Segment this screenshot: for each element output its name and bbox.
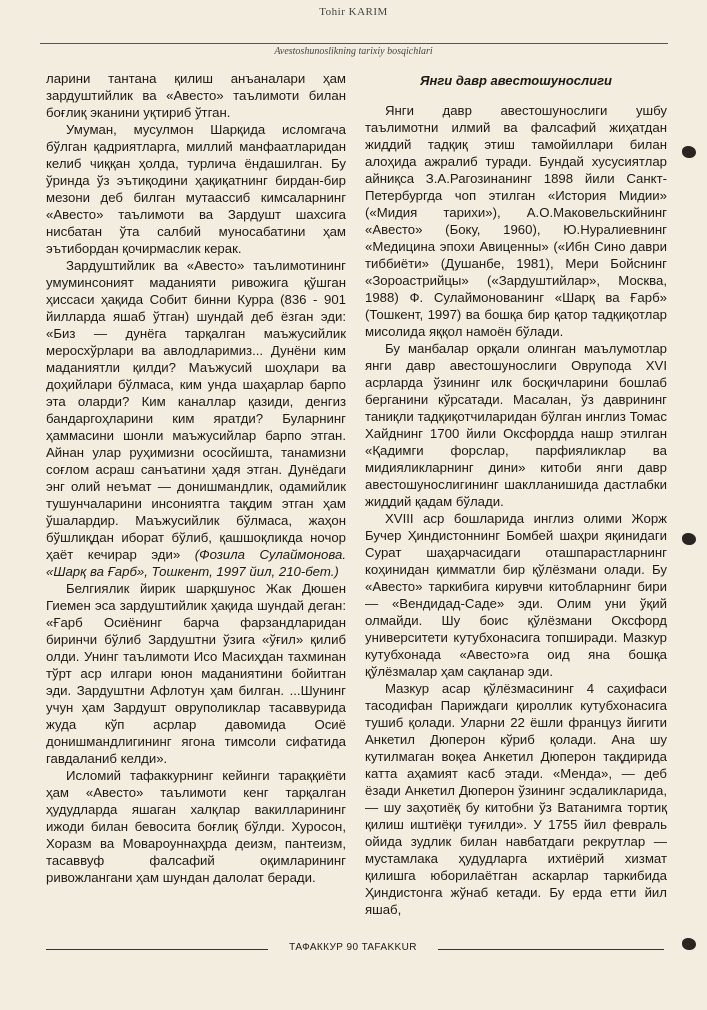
paragraph bbox=[46, 257, 346, 580]
footer-text: ТАФАККУР 90 TAFAKKUR bbox=[289, 942, 417, 953]
punch-hole-mark bbox=[682, 938, 696, 950]
header-subtitle: Avestoshunoslikning tarixiy bosqichlari bbox=[274, 46, 433, 57]
page-header bbox=[0, 0, 707, 70]
punch-hole-mark bbox=[682, 146, 696, 158]
page-footer bbox=[0, 938, 707, 958]
header-rule bbox=[40, 43, 668, 44]
paragraph: Белгиялик йирик шарқшунос Жак Дюшен Гиемен эса зардуштийлик ҳақида шундай деган: «Ғарб Осиёнинг барча фарзандларидан биринчи бўлиб Зардуштни ўзига «ўғил» қилиб олди. Унинг таълимоти Исо Масиҳдан тахминан тўрт аср илгари юнон маданиятини бойитган эди. Зардуштни Афлотун ҳам билган. ...Шунинг учун ҳам Зардушт овруполиклар тасаввурида жуда кўп асрлар давомида Осиё донишмандлигининг ягона тимсоли сифатида гавдаланиб келди». bbox=[46, 581, 346, 766]
citation: (Фозила Сулаймонова. «Шарқ ва Ғарб», Тошкент, 1997 йил, 210-бет.) bbox=[46, 547, 346, 579]
paragraph: Исломий тафаккурнинг кейинги тараққиёти ҳам «Авесто» таълимоти кенг тарқалган ҳудудларда яшаган халқлар вакилларининг ижоди билан бевосита боғлиқ бўлди. Хуросон, Хоразм ва Мовароуннаҳрда деизм, пантеизм, тасаввуф фалсафий оқимларининг ривожлангани ҳам шундан далолат беради. bbox=[46, 768, 346, 885]
paragraph: Янги давр авестошунослиги ушбу таълимотни илмий ва фалсафий жиҳатдан жиддий тадқиқ этиш тамойиллари билан алоҳида ажралиб туради. Бундай хусусиятлар айниқса З.А.Рагозинанинг 1898 йили Санкт-Петербургда чоп этилган «История Мидии» («Мидия тарихи»), А.О.Маковельскийнинг «Авесто» (Боку, 1960), Ю.Нуралиевнинг «Медицина эпохи Авиценны» («Ибн Сино даври тиббиёти» (Душанбе, 1981), Мери Бойснинг «Зороастрийцы» («Зардуштийлар», Москва, 1988) Ф. Сулаймонованинг «Шарқ ва Ғарб» (Тошкент, 1997) ва бошқа бир қатор тадқиқотлар мисолида яққол намоён бўлади. bbox=[365, 103, 667, 339]
section-heading: Янги давр авестошунослиги bbox=[420, 73, 612, 88]
paragraph: Мазкур асар қўлёзмасининг 4 саҳифаси тасодифан Париждаги қироллик кутубхонасига тушиб қолади. Уларни 22 ёшли француз йигити Анкетил Дюперон кўриб қолади. Ана шу кутилмаган воқеа Анкетил Дюперон тақдирида катта аҳамият касб этади. «Менда», — деб ёзади Анкетил Дюперон ўзининг эсдаликларида, — шу заҳотиёқ бу китобни ўз Ватанимга тортиқ қилиш иштиёқи туғилди». У 1755 йил февраль ойида зудлик билан навбатдаги рекрутлар — мустамлака ҳудудларга ихтиёрий хизмат қилишга юборилаётган аскарлар таркибида Ҳиндистонга жўнаб кетади. Бу ерда етти йил яшаб, bbox=[365, 681, 667, 917]
paragraph: Умуман, мусулмон Шарқида исломгача бўлган қадриятларга, миллий манфаатларидан келиб чиққан ҳолда, турлича ёндашилган. Бу ўринда ўз эътиқодини ҳақиқатнинг бирдан-бир мезони деб билган мутаассиб кимсаларнинг «Авесто» таълимоти ва Зардушт шахсига нисбатан ўта салбий муносабатини ҳам эътибордан қочирмаслик керак. bbox=[46, 122, 346, 256]
header-author: Tohir KARIM bbox=[319, 6, 388, 18]
punch-hole-mark bbox=[682, 533, 696, 545]
paragraph: Бу манбалар орқали олинган маълумотлар янги давр авестошунослиги Оврупода XVI асрларда ўзининг илк босқичларини бошлаб берганини кўрсатади. Масалан, ўз даврининг таниқли тадқиқотчиларидан бўлган инглиз Томас Хайднинг 1700 йили Оксфордда нашр этилган «Қадимги форслар, парфияликлар ва мидияликларнинг дини» китоби янги давр авестошунослигининг шаклланишида дастлабки жиддий қадам бўлади. bbox=[365, 341, 667, 509]
paragraph: ларини тантана қилиш анъаналари ҳам зардуштийлик ва «Авесто» таълимоти билан боғлиқ эканини уқтириб ўтган. bbox=[46, 71, 346, 120]
left-column bbox=[46, 70, 346, 886]
footer-rule-right bbox=[438, 949, 664, 950]
footer-rule-left bbox=[46, 949, 268, 950]
paragraph: XVIII аср бошларида инглиз олими Жорж Бучер Ҳиндистоннинг Бомбей шаҳри яқинидаги Сурат шаҳарчасидаги оташпарастларнинг коҳинидан қимматли бир қўлёзмани олади. Бу «Авесто» таркибига кирувчи китобларнинг бири — «Вендидад-Саде» эди. Олим уни ўқий олмайди. Шу боис қўлёзмани Оксфорд университети кутубхонасига топширади. Мазкур кутубхонада «Авесто»га оид яна бошқа қўлёзмалар ҳам сақланар эди. bbox=[365, 511, 667, 679]
right-column bbox=[365, 70, 667, 918]
quote-text: Зардуштийлик ва «Авесто» таълимотининг умуминсоният маданияти ривожига қўшган ҳиссаси ҳақида Собит бинни Курра (836 - 901 йилларда яшаб ўтган) шундай деб ёзган эди: «Биз — дунёга тарқалган маъжусийлик меросхўрлари ва авлодларимиз... Дунёни ким маданиятли қилди? Маъжусий шоҳлари ва доҳийлари бўлмаса, ким унда шаҳарлар барпо эта оларди? Ким каналлар қазиди, денгиз бандаргоҳларини ким яратди? Буларнинг ҳаммасини шонли маъжусийлар барпо этган. Айнан улар руҳимизни ососйишта, танамизни соғлом асраш санъатини ҳадя этган. Дунёдаги энг олий неъмат — донишмандлик, одамийлик тушунчаларини инсониятга тақдим этган ҳам ўшалардир. Маъжусийлик бўлмаса, жаҳон бўшлиқдан иборат бўлиб, қашшоқликда ночор ҳаёт кечирар эди» bbox=[46, 258, 346, 562]
